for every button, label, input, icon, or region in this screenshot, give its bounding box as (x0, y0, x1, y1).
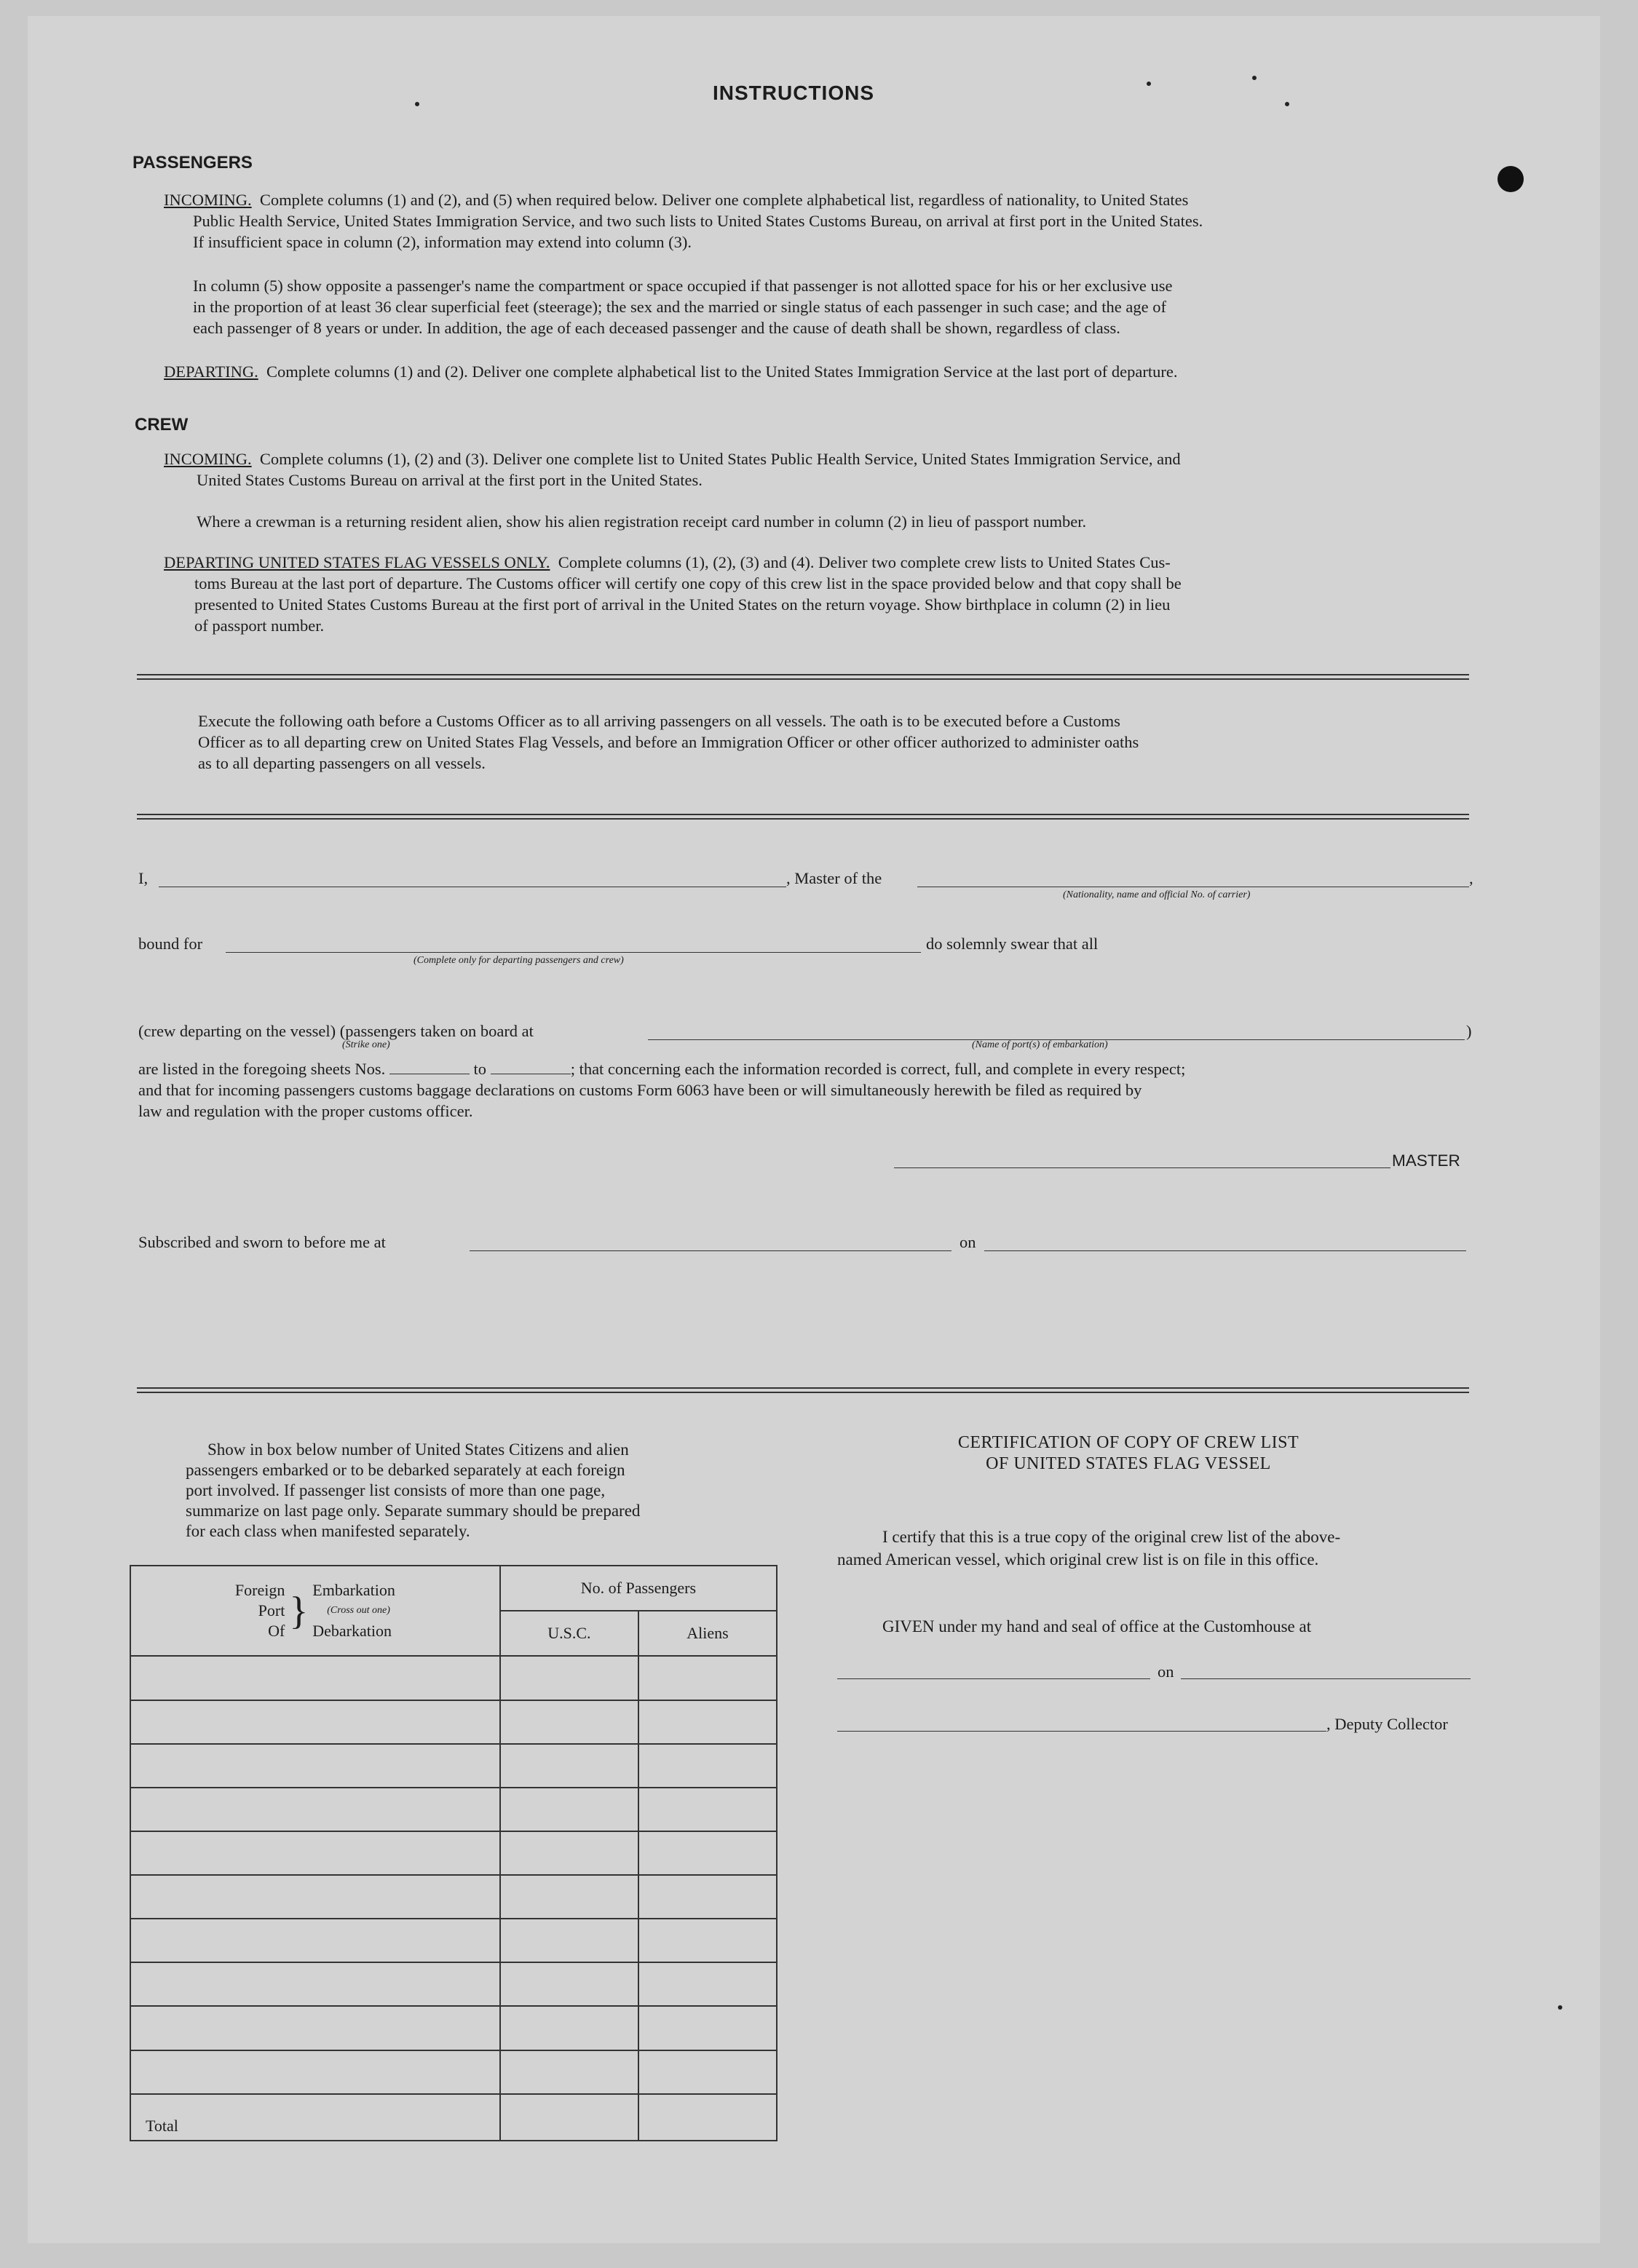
customhouse-place-field[interactable] (837, 1678, 1150, 1679)
passengers-incoming-lead: INCOMING. (164, 191, 252, 209)
listed-a: are listed in the foregoing sheets Nos. (138, 1060, 386, 1078)
usc-cell[interactable] (500, 1962, 638, 2006)
speck (1252, 76, 1257, 80)
port-cell[interactable] (130, 1700, 500, 1744)
oath-master-of: , Master of the (786, 869, 882, 887)
oath-bound-for: bound for (138, 935, 203, 953)
section-divider (137, 1387, 1469, 1393)
usc-cell[interactable] (500, 1788, 638, 1831)
brace: } (289, 1589, 309, 1633)
crew-incoming-lead: INCOMING. (164, 450, 252, 468)
certification-on: on (1158, 1662, 1174, 1681)
usc-cell[interactable] (500, 1744, 638, 1788)
port-header-cell (130, 1566, 500, 1656)
deputy-collector-signature-field[interactable] (837, 1731, 1326, 1732)
usc-cell[interactable] (500, 2050, 638, 2094)
oath-intro-line3: as to all departing passengers on all vessels. (198, 754, 486, 772)
bound-for-field[interactable] (226, 952, 921, 953)
usc-cell[interactable] (500, 1656, 638, 1700)
aliens-cell[interactable] (638, 1656, 777, 1700)
aliens-cell[interactable] (638, 2006, 777, 2050)
aliens-cell[interactable] (638, 1788, 777, 1831)
strike-one-note: (Strike one) (342, 1039, 390, 1050)
column5-line1: In column (5) show opposite a passenger's name the compartment or space occupied if that passenger is not allotted space for his or her exclusive use (193, 277, 1173, 295)
usc-cell[interactable] (500, 1700, 638, 1744)
oath-intro-line1: Execute the following oath before a Customs Officer as to all arriving passengers on all vessels. The oath is to be executed before a Customs (198, 712, 1120, 730)
passengers-heading: PASSENGERS (132, 153, 253, 173)
speck (1558, 2005, 1562, 2010)
passengers-incoming (164, 189, 1467, 253)
passenger-summary-table (130, 1565, 778, 2141)
aliens-cell[interactable] (638, 1700, 777, 1744)
of-label: Of (268, 1622, 285, 1641)
summary-note-line5: for each class when manifested separately. (186, 1522, 470, 1540)
listed-b: ; that concerning each the information recorded is correct, full, and complete in every respect; (570, 1060, 1186, 1078)
summary-note (142, 1440, 775, 1542)
oath-swear: do solemnly swear that all (926, 935, 1099, 953)
usc-cell[interactable] (500, 1875, 638, 1919)
crew-incoming (164, 448, 1474, 491)
speck (1285, 102, 1289, 106)
debarkation-label: Debarkation (312, 1622, 392, 1641)
speck (1147, 82, 1151, 86)
bound-note: (Complete only for departing passengers and crew) (414, 955, 624, 966)
crew-departing-text2: toms Bureau at the last port of departure. The Customs officer will certify one copy of this crew list in the space provided below and that copy shall be (194, 574, 1182, 592)
certification-text (837, 1526, 1485, 1571)
port-cell[interactable] (130, 1831, 500, 1875)
carrier-note: (Nationality, name and official No. of carrier) (1063, 889, 1251, 900)
certification-heading (815, 1432, 1441, 1475)
usc-cell[interactable] (500, 2006, 638, 2050)
certification-heading1: CERTIFICATION OF COPY OF CREW LIST (957, 1433, 1299, 1452)
certification-line2: named American vessel, which original crew list is on file in this office. (837, 1550, 1319, 1569)
certification-line1: I certify that this is a true copy of the original crew list of the above- (882, 1528, 1341, 1546)
passengers-departing (164, 361, 1489, 382)
crew-departing-text4: of passport number. (194, 616, 325, 635)
crew-departing-text3: presented to United States Customs Bureau at the first port of arrival in the United States on the return voyage. Show birthplace in column (2) in lieu (194, 595, 1171, 614)
aliens-cell[interactable] (638, 1831, 777, 1875)
certification-heading2: OF UNITED STATES FLAG VESSEL (986, 1454, 1271, 1473)
customhouse-date-field[interactable] (1181, 1678, 1471, 1679)
oath-crew-departing: (crew departing on the vessel) (passengers taken on board at (138, 1022, 534, 1040)
no-passengers-header: No. of Passengers (500, 1566, 777, 1611)
usc-cell[interactable] (500, 1919, 638, 1962)
passengers-departing-lead: DEPARTING. (164, 362, 258, 381)
speck (415, 102, 419, 106)
foreign-label: Foreign (234, 1581, 285, 1600)
oath-on: on (960, 1233, 976, 1251)
oath-subscribed: Subscribed and sworn to before me at (138, 1233, 386, 1251)
punch-hole (1497, 166, 1524, 192)
ports-note: (Name of port(s) of embarkation) (972, 1039, 1108, 1050)
column5-line3: each passenger of 8 years or under. In addition, the age of each deceased passenger and the cause of death shall be shown, regardless of class. (193, 319, 1120, 337)
oath-i: I, (138, 869, 149, 887)
usc-cell[interactable] (500, 1831, 638, 1875)
column5-line2: in the proportion of at least 36 clear superficial feet (steerage); the sex and the married or single status of each passenger in such case; and the age of (193, 298, 1166, 316)
oath-listed (138, 1058, 1478, 1122)
total-label: Total (130, 2094, 500, 2141)
port-label: Port (258, 1601, 285, 1620)
listed-to: to (473, 1060, 487, 1078)
sworn-date-field[interactable] (984, 1250, 1466, 1251)
port-cell[interactable] (130, 1744, 500, 1788)
passengers-departing-text: Complete columns (1) and (2). Deliver one complete alphabetical list to the United States Immigration Service at the last port of departure. (266, 362, 1178, 381)
summary-note-line3: port involved. If passenger list consists of more than one page, (186, 1481, 606, 1499)
crew-departing (164, 552, 1474, 636)
crew-incoming-text2: United States Customs Bureau on arrival at the first port in the United States. (197, 471, 703, 489)
section-divider (137, 674, 1469, 680)
deputy-collector-label: , Deputy Collector (1326, 1715, 1448, 1733)
summary-note-line4: summarize on last page only. Separate summary should be prepared (186, 1502, 641, 1520)
oath-line2: and that for incoming passengers customs baggage declarations on customs Form 6063 have been or will simultaneously herewith be filed as required by (138, 1081, 1142, 1099)
aliens-header: Aliens (638, 1611, 777, 1656)
crew-departing-lead: DEPARTING UNITED STATES FLAG VESSELS ONLY. (164, 553, 550, 571)
aliens-cell[interactable] (638, 1744, 777, 1788)
port-cell[interactable] (130, 1788, 500, 1831)
aliens-total-cell[interactable] (638, 2094, 777, 2141)
oath-comma: , (1469, 869, 1473, 887)
port-cell[interactable] (130, 1919, 500, 1962)
column5-instructions (193, 275, 1474, 338)
aliens-cell[interactable] (638, 2050, 777, 2094)
crew-resident-alien: Where a crewman is a returning resident alien, show his alien registration receipt card number in column (2) in lieu of passport number. (197, 512, 1087, 531)
aliens-cell[interactable] (638, 1875, 777, 1919)
crew-incoming-text1: Complete columns (1), (2) and (3). Deliver one complete list to United States Public Health Service, United States Immigration Service, and (259, 450, 1181, 468)
oath-line3: law and regulation with the proper customs officer. (138, 1102, 473, 1120)
section-divider (137, 814, 1469, 820)
port-cell[interactable] (130, 1962, 500, 2006)
cross-out-label: (Cross out one) (327, 1605, 390, 1617)
usc-total-cell[interactable] (500, 2094, 638, 2141)
summary-note-line2: passengers embarked or to be debarked separately at each foreign (186, 1461, 625, 1479)
passengers-incoming-text2: Public Health Service, United States Immigration Service, and two such lists to United States Customs Bureau, on arrival at first port in the United States. (193, 212, 1203, 230)
aliens-cell[interactable] (638, 1919, 777, 1962)
oath-intro (198, 710, 1479, 774)
usc-header: U.S.C. (500, 1611, 638, 1656)
certification-given: GIVEN under my hand and seal of office at the Customhouse at (882, 1617, 1312, 1635)
port-cell[interactable] (130, 2050, 500, 2094)
oath-intro-line2: Officer as to all departing crew on United States Flag Vessels, and before an Immigration Officer or other officer authorized to administer oaths (198, 733, 1139, 751)
page-title: INSTRUCTIONS (713, 82, 874, 104)
port-cell[interactable] (130, 1875, 500, 1919)
port-cell[interactable] (130, 2006, 500, 2050)
passengers-incoming-text1: Complete columns (1) and (2), and (5) when required below. Deliver one complete alphabetical list, regardless of nationality, to United States (259, 191, 1189, 209)
master-label: MASTER (1392, 1151, 1460, 1170)
port-cell[interactable] (130, 1656, 500, 1700)
summary-note-line1: Show in box below number of United States Citizens and alien (207, 1440, 629, 1459)
master-signature-field[interactable] (894, 1167, 1390, 1168)
aliens-cell[interactable] (638, 1962, 777, 2006)
embarkation-label: Embarkation (312, 1581, 395, 1600)
sworn-place-field[interactable] (470, 1250, 951, 1251)
oath-close-paren: ) (1466, 1022, 1472, 1040)
crew-heading: CREW (135, 415, 189, 435)
passengers-incoming-text3: If insufficient space in column (2), information may extend into column (3). (193, 233, 692, 251)
crew-departing-text1: Complete columns (1), (2), (3) and (4). Deliver two complete crew lists to United States Cus- (558, 553, 1171, 571)
